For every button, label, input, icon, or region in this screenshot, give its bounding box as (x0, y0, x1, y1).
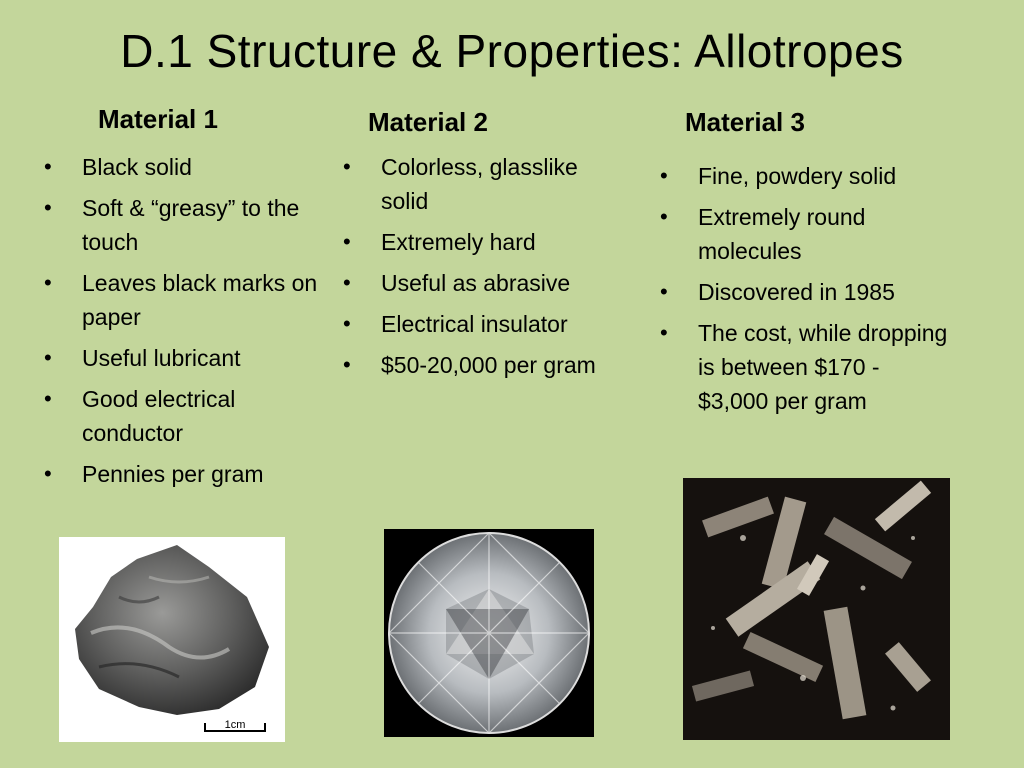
bullet-item: • Black solid (44, 150, 324, 184)
diamond-photo (384, 529, 594, 737)
bullet-item: • Electrical insulator (343, 307, 623, 341)
graphite-rock-illustration (59, 537, 285, 742)
bullet-item: • Colorless, glasslike solid (343, 150, 623, 218)
bullet-item: • Soft & “greasy” to the touch (44, 191, 324, 259)
material-1-bullet-list (44, 150, 324, 498)
bullet-item: • Fine, powdery solid (660, 159, 950, 193)
material-2-bullet-list (343, 150, 623, 389)
bullet-item: • Useful lubricant (44, 341, 324, 375)
graphite-photo (59, 537, 285, 742)
slide-title: D.1 Structure & Properties: Allotropes (120, 25, 904, 77)
material-3-bullet-list (660, 159, 950, 425)
bullet-item: • Useful as abrasive (343, 266, 623, 300)
bullet-item: • $50-20,000 per gram (343, 348, 623, 382)
material-3-heading: Material 3 (685, 107, 805, 137)
material-1-heading: Material 1 (98, 104, 218, 134)
fullerene-crystals-photo (683, 478, 950, 740)
diamond-illustration (384, 529, 594, 737)
bullet-item: • Discovered in 1985 (660, 275, 950, 309)
bullet-item: • Pennies per gram (44, 457, 324, 491)
bullet-item: • Good electrical conductor (44, 382, 324, 450)
material-2-heading: Material 2 (368, 107, 488, 137)
scale-label: 1cm (224, 719, 246, 731)
bullet-item: • Extremely round molecules (660, 200, 950, 268)
bullet-item: • Extremely hard (343, 225, 623, 259)
bullet-item: • Leaves black marks on paper (44, 266, 324, 334)
crystal-cluster-illustration (683, 478, 950, 740)
bullet-item: • The cost, while dropping is between $170 - $3,000 per gram (660, 316, 950, 418)
